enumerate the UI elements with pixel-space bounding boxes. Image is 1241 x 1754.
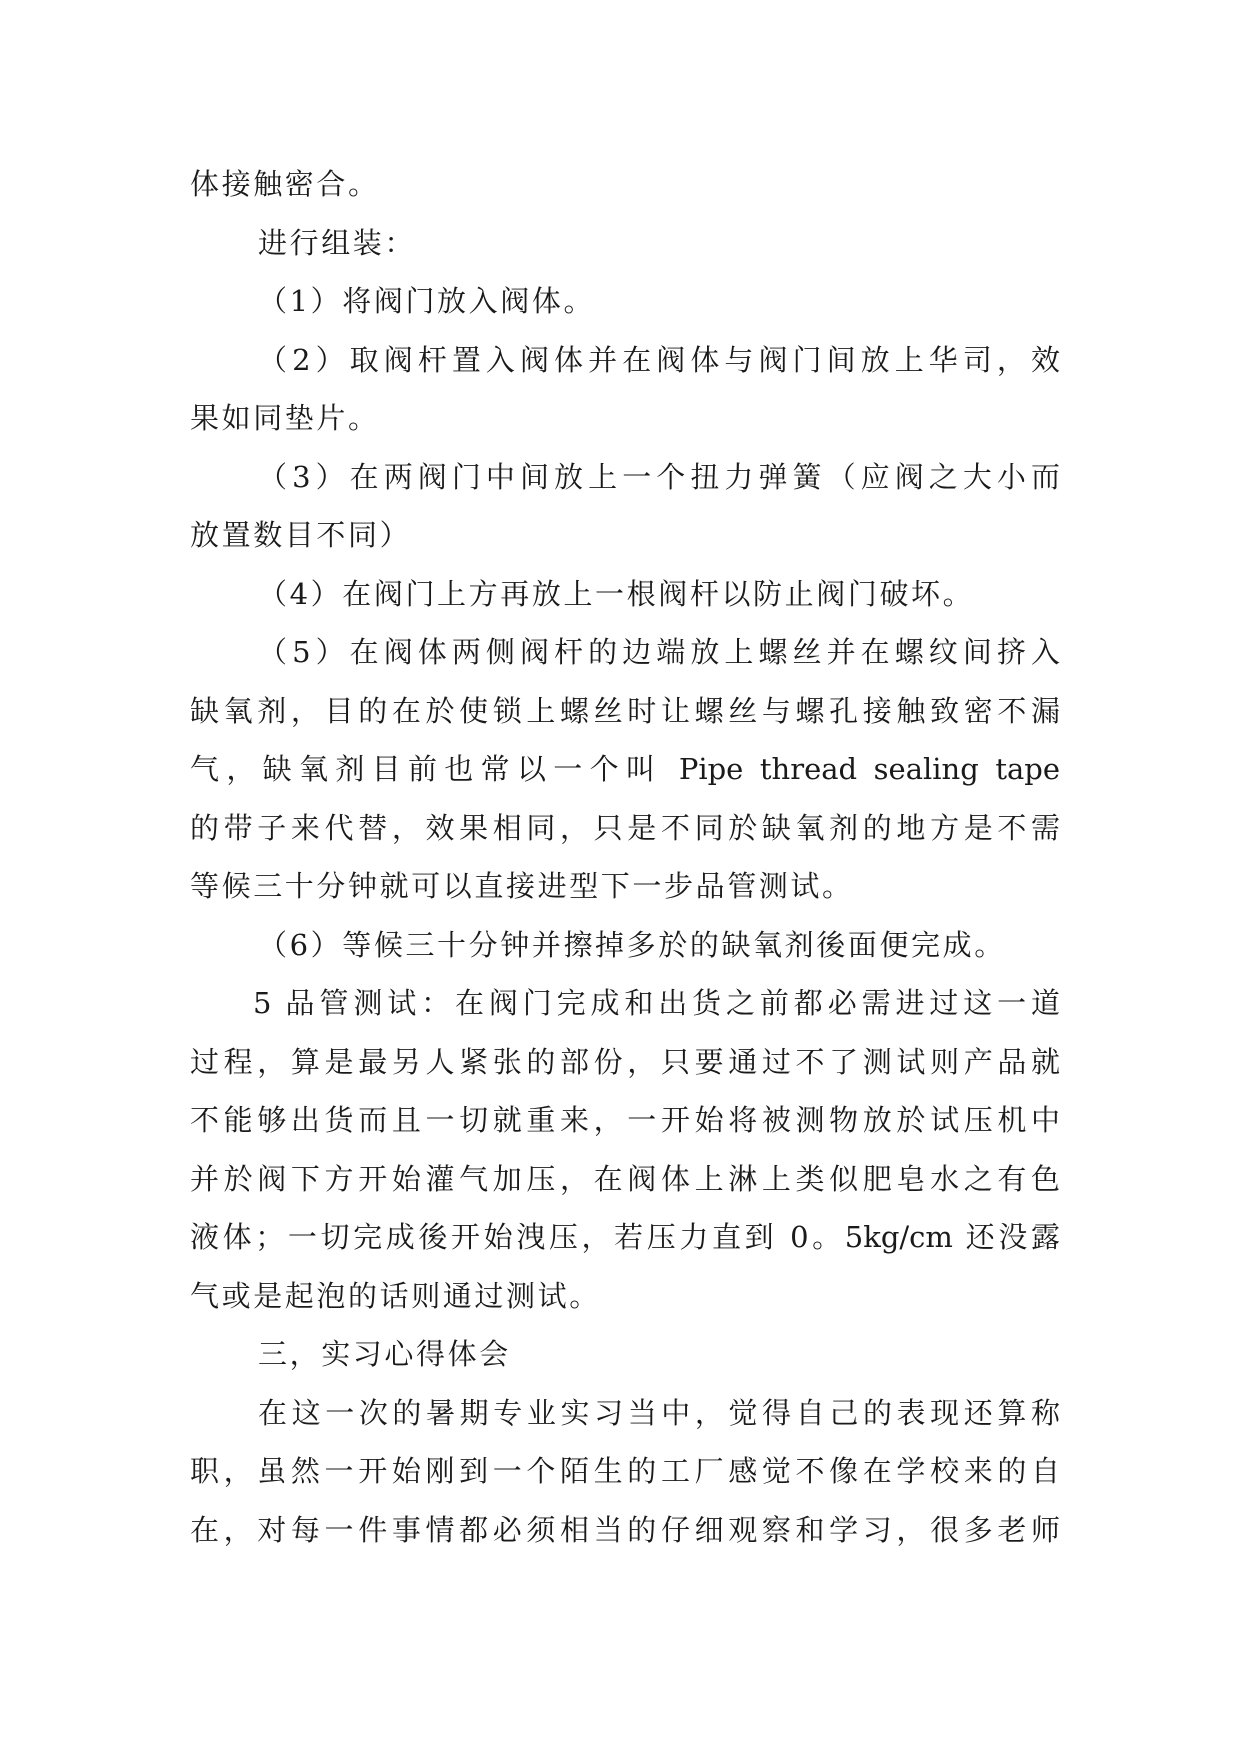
section-quality-test: 5 品管测试：在阀门完成和出货之前都必需进过这一道 <box>253 986 1060 1020</box>
list-item-step-5: （5）在阀体两侧阀杆的边端放上螺丝并在螺纹间挤入 <box>258 635 1060 669</box>
document-body <box>190 155 1060 1559</box>
list-item-step-2: （2）取阀杆置入阀体并在阀体与阀门间放上华司，效 <box>258 342 1060 377</box>
paragraph-line: 职，虽然一开始刚到一个陌生的工厂感觉不像在学校来的自 <box>190 1454 1060 1488</box>
list-item-step-4: （4）在阀门上方再放上一根阀杆以防止阀门破坏。 <box>258 576 975 611</box>
list-item-step-6: （6）等候三十分钟并擦掉多於的缺氧剂後面便完成。 <box>258 927 1006 962</box>
paragraph-line: 果如同垫片。 <box>190 401 380 435</box>
paragraph-line: 放置数目不同） <box>190 518 412 552</box>
paragraph-line: 在，对每一件事情都必须相当的仔细观察和学习，很多老师 <box>190 1512 1060 1547</box>
paragraph-line: 液体；一切完成後开始洩压，若压力直到 0。5kg/cm 还没露 <box>190 1220 1060 1254</box>
paragraph-line: 气，缺氧剂目前也常以一个叫 Pipe thread sealing tape <box>190 752 1060 786</box>
paragraph-line: 缺氧剂，目的在於使锁上螺丝时让螺丝与螺孔接触致密不漏 <box>190 693 1060 728</box>
paragraph-line: 气或是起泡的话则通过测试。 <box>190 1278 601 1313</box>
paragraph-line: 等候三十分钟就可以直接进型下一步品管测试。 <box>190 869 854 903</box>
paragraph-line: 过程，算是最另人紧张的部份，只要通过不了测试则产品就 <box>190 1044 1060 1079</box>
list-item-step-1: （1）将阀门放入阀体。 <box>258 284 596 318</box>
paragraph-line: 的带子来代替，效果相同，只是不同於缺氧剂的地方是不需 <box>190 810 1060 845</box>
paragraph-line: 在这一次的暑期专业实习当中，觉得自己的表现还算称 <box>258 1395 1060 1430</box>
paragraph-line: 体接触密合。 <box>190 167 380 201</box>
section-heading-reflection: 三，实习心得体会 <box>258 1337 511 1371</box>
paragraph-line: 并於阀下方开始灌气加压，在阀体上淋上类似肥皂水之有色 <box>190 1161 1060 1196</box>
list-item-step-3: （3）在两阀门中间放上一个扭力弹簧（应阀之大小而 <box>258 459 1060 494</box>
paragraph-line: 不能够出货而且一切就重来，一开始将被测物放於试压机中 <box>190 1103 1060 1137</box>
heading-assembly: 进行组装： <box>258 225 417 260</box>
